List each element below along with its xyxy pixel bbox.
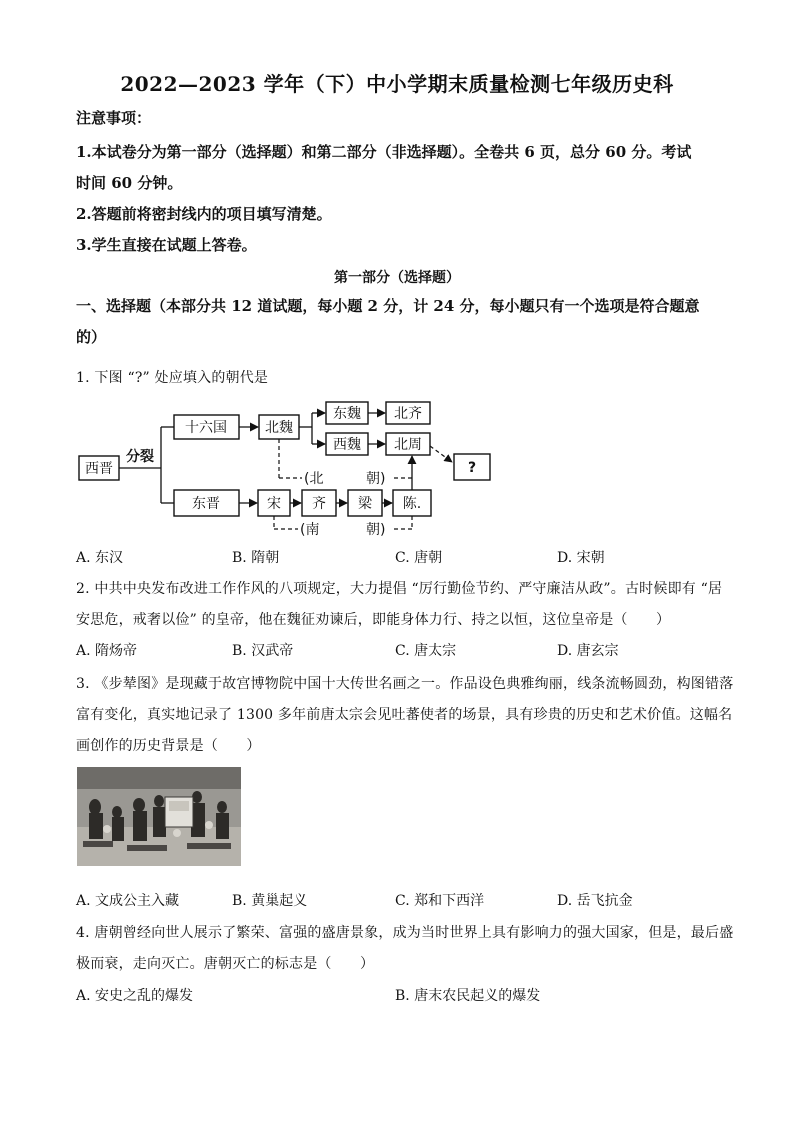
label-fenlie: 分裂 [126,449,154,465]
notice-heading: 注意事项： [76,109,152,127]
label-liang: 梁 [358,496,372,512]
q1-option-a[interactable]: A. 东汉 [76,550,124,566]
label-xijin: 西晋 [85,461,113,477]
label-song: 宋 [267,496,281,512]
q4-option-a[interactable]: A. 安史之乱的爆发 [76,988,194,1004]
notice-item-1: 1.本试卷分为第一部分（选择题）和第二部分（非选择题）。全卷共 6 页，总分 60 分。考试 [76,143,692,161]
q4-stem-line2: 极而衰，走向灭亡。唐朝灭亡的标志是（ ） [76,956,375,972]
q1-option-b[interactable]: B. 隋朝 [232,550,280,566]
label-xiwei: 西魏 [333,437,361,453]
label-shiliuguo: 十六国 [185,420,227,436]
dynasty-flow-diagram [76,394,496,542]
q3-option-b[interactable]: B. 黄巢起义 [232,893,308,909]
q3-option-a[interactable]: A. 文成公主入藏 [76,893,180,909]
label-bei-close: 朝) [366,471,386,487]
label-question: ? [467,460,477,476]
q3-stem-line2: 富有变化，真实地记录了 1300 多年前唐太宗会见吐蕃使者的场景，具有珍贵的历史和艺术价值。这幅名 [76,707,733,723]
q3-stem-line3: 画创作的历史背景是（ ） [76,738,261,754]
notice-item-2: 2.答题前将密封线内的项目填写清楚。 [76,205,332,223]
label-beiqi: 北齐 [394,406,422,422]
q1-option-d[interactable]: D. 宋朝 [557,550,605,566]
label-dongjin: 东晋 [192,496,220,512]
label-nan-close: 朝) [366,522,386,538]
q3-option-d[interactable]: D. 岳飞抗金 [557,893,633,909]
label-chen: 陈. [402,496,422,512]
section-heading-cont: 的） [76,328,107,346]
label-beizhou: 北周 [394,437,422,453]
q2-stem-line1: 2. 中共中央发布改进工作作风的八项规定，大力提倡 “厉行勤俭节约、严守廉洁从政”。古时候即有 “居 [76,581,723,597]
bunian-painting-image [77,767,241,866]
notice-item-3: 3.学生直接在试题上答卷。 [76,236,257,254]
label-bei-open: (北 [304,471,324,487]
label-qi: 齐 [312,496,326,512]
exam-title: 2022—2023 学年（下）中小学期末质量检测七年级历史科 [120,72,674,96]
q2-option-d[interactable]: D. 唐玄宗 [557,643,619,659]
q2-option-a[interactable]: A. 隋炀帝 [76,643,138,659]
notice-item-1-cont: 时间 60 分钟。 [76,174,183,192]
q1-option-c[interactable]: C. 唐朝 [395,550,443,566]
q1-stem: 1. 下图 “?” 处应填入的朝代是 [76,370,269,386]
q4-stem-line1: 4. 唐朝曾经向世人展示了繁荣、富强的盛唐景象，成为当时世界上具有影响力的强大国家，但是，最后盛 [76,925,734,941]
q3-stem-line1: 3. 《步辇图》是现藏于故宫博物院中国十大传世名画之一。作品设色典雅绚丽，线条流畅圆劲，构图错落 [76,676,734,692]
part1-heading: 第一部分（选择题） [334,270,460,286]
label-nan-open: (南 [300,522,320,538]
q2-option-b[interactable]: B. 汉武帝 [232,643,294,659]
q2-option-c[interactable]: C. 唐太宗 [395,643,457,659]
label-beiwei: 北魏 [265,420,293,436]
section-heading: 一、选择题（本部分共 12 道试题，每小题 2 分，计 24 分，每小题只有一个选项是符合题意 [76,297,700,315]
label-dongwei: 东魏 [333,406,361,422]
q4-option-b[interactable]: B. 唐末农民起义的爆发 [395,988,541,1004]
q3-option-c[interactable]: C. 郑和下西洋 [395,893,485,909]
q2-stem-line2: 安思危，戒奢以俭” 的皇帝，他在魏征劝谏后，即能身体力行、持之以恒，这位皇帝是（ ） [76,612,671,628]
